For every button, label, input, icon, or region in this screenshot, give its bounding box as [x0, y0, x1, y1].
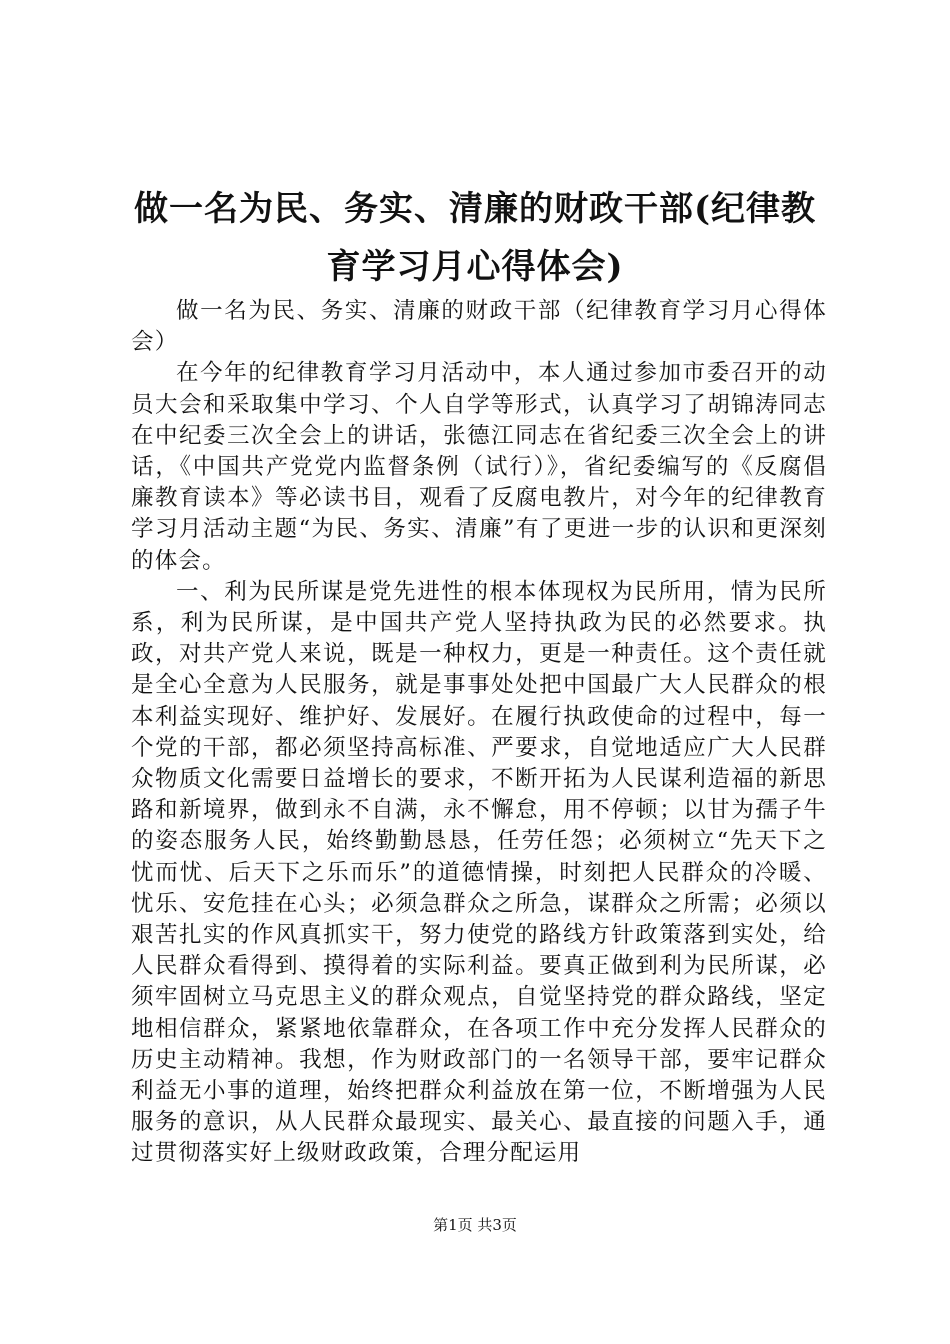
paragraph-intro: 在今年的纪律教育学习月活动中，本人通过参加市委召开的动员大会和采取集中学习、个人自学等形式，认真学习了胡锦涛同志在中纪委三次全会上的讲话，张德江同志在省纪委三次全会上的讲话，《中国共产党党内监督条例（试行）》，省纪委编写的《反腐倡廉教育读本》等必读书目，观看了反腐电教片，对今年的纪律教育学习月活动主题“为民、务实、清廉”有了更进一步的认识和更深刻的体会。	[131, 360, 827, 574]
paragraph-subtitle: 做一名为民、务实、清廉的财政干部（纪律教育学习月心得体会）	[131, 298, 827, 356]
document-title: 做一名为民、务实、清廉的财政干部(纪律教育学习月心得体会)	[133, 189, 817, 287]
paragraph-section-one: 一、利为民所谋是党先进性的根本体现权为民所用，情为民所系，利为民所谋，是中国共产党人坚持执政为民的必然要求。执政，对共产党人来说，既是一种权力，更是一种责任。这个责任就是全心全意为人民服务，就是事事处处把中国最广大人民群众的根本利益实现好、维护好、发展好。在履行执政使命的过程中，每一个党的干部，都必须坚持高标准、严要求，自觉地适应广大人民群众物质文化需要日益增长的要求，不断开拓为人民谋利造福的新思路和新境界，做到永不自满，永不懈怠，用不停顿；以甘为孺子牛的姿态服务人民，始终勤勤恳恳，任劳任怨；必须树立“先天下之忧而忧、后天下之乐而乐”的道德情操，时刻把人民群众的冷暖、忧乐、安危挂在心头；必须急群众之所急，谋群众之所需；必须以艰苦扎实的作风真抓实干，努力使党的路线方针政策落到实处，给人民群众看得到、摸得着的实际利益。要真正做到利为民所谋，必须牢固树立马克思主义的群众观点，自觉坚持党的群众路线，坚定地相信群众，紧紧地依靠群众，在各项工作中充分发挥人民群众的历史主动精神。我想，作为财政部门的一名领导干部，要牢记群众利益无小事的道理，始终把群众利益放在第一位，不断增强为人民服务的意识，从人民群众最现实、最关心、最直接的问题入手，通过贯彻落实好上级财政政策，合理分配运用	[131, 578, 827, 1167]
page-number-footer: 第1页 共3页	[433, 1216, 517, 1234]
document-body	[131, 296, 827, 1170]
